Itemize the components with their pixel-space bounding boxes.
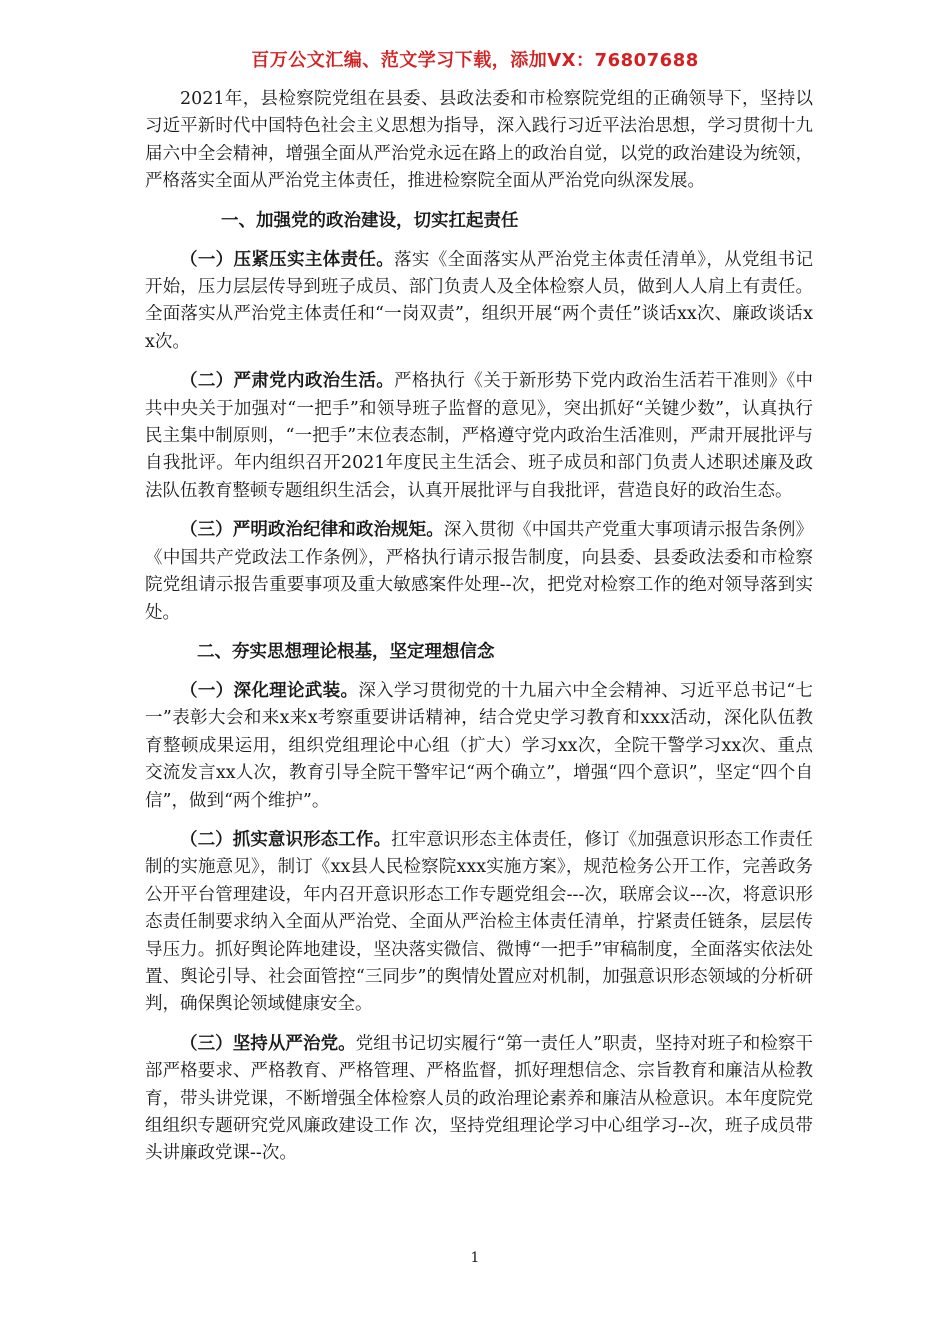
section-heading-2: 二、夯实思想理论根基，坚定理想信念 bbox=[197, 641, 495, 662]
item-title: （三）坚持从严治党。 bbox=[180, 1033, 356, 1054]
page-number: 1 bbox=[470, 1250, 480, 1266]
item-title: （一）深化理论武装。 bbox=[180, 680, 359, 701]
intro-paragraph: 2021年，县检察院党组在县委、县政法委和市检察院党组的正确领导下，坚持以习近平新时代中国特色社会主义思想为指导，深入践行习近平法治思想，学习贯彻十九届六中全会精神，增强全面从严治党永远在路上的政治自觉，以党的政治建设为统领，严格落实全面从严治党主体责任，推进检察院全面从严治党向纵深发展。 bbox=[145, 89, 813, 192]
section-2-item-3 bbox=[145, 1031, 813, 1168]
item-body: 严格执行《关于新形势下党内政治生活若干准则》《中共中央关于加强对“一把手”和领导班子监督的意见》，突出抓好“关键少数”，认真执行民主集中制原则，“一把手”末位表态制，严格遵守党内政治生活准则，严肃开展批评与自我批评。年内组织召开2021年度民主生活会、班子成员和部门负责人述职述廉及政法队伍教育整顿专题组织生活会，认真开展批评与自我批评，营造良好的政治生态。 bbox=[145, 371, 814, 501]
document-body bbox=[145, 86, 813, 1168]
section-heading-1: 一、加强党的政治建设，切实扛起责任 bbox=[221, 210, 519, 231]
item-title: （一）压紧压实主体责任。 bbox=[180, 249, 395, 270]
item-body: 党组书记切实履行“第一责任人”职责，坚持对班子和检察干部严格要求、严格教育、严格管理、严格监督，抓好理想信念、宗旨教育和廉洁从检教育，带头讲党课，不断增强全体检察人员的政治理论素养和廉洁从检意识。本年度院党组组织专题研究党风廉政建设工作 次，坚持党组理论学习中心组学习--次，班子成员带头讲廉政党课--次。 bbox=[145, 1033, 813, 1164]
section-1-item-3 bbox=[145, 517, 813, 627]
item-body: 深入贯彻《中国共产党重大事项请示报告条例》《中国共产党政法工作条例》，严格执行请示报告制度，向县委、县委政法委和市检察院党组请示报告重要事项及重大敏感案件处理--次，把党对检察工作的绝对领导落到实处。 bbox=[145, 520, 814, 623]
item-body: 扛牢意识形态主体责任，修订《加强意识形态工作责任制的实施意见》，制订《xx县人民检察院xxx实施方案》，规范检务公开工作，完善政务公开平台管理建设，年内召开意识形态工作专题党组会---次，联席会议---次，将意识形态责任制要求纳入全面从严治党、全面从严治检主体责任清单，拧紧责任链条，层层传导压力。抓好舆论阵地建设，坚决落实微信、微博“一把手”审稿制度，全面落实依法处置、舆论引导、社会面管控“三同步”的舆情处置应对机制，加强意识形态领域的分析研判，确保舆论领域健康安全。 bbox=[145, 829, 814, 1015]
section-2-item-2 bbox=[145, 827, 813, 1019]
item-body: 落实《全面落实从严治党主体责任清单》，从党组书记开始，压力层层传导到班子成员、部门负责人及全体检察人员，做到人人肩上有责任。全面落实从严治党主体责任和“一岗双责”，组织开展“两个责任”谈话xx次、廉政谈话xx次。 bbox=[145, 249, 814, 352]
item-body: 深入学习贯彻党的十九届六中全会精神、习近平总书记“七一”表彰大会和来x来x考察重要讲话精神，结合党史学习教育和xxx活动，深化队伍教育整顿成果运用，组织党组理论中心组（扩大）学习xx次，全院干警学习xx次、重点交流发言xx人次，教育引导全院干警牢记“两个确立”，增强“四个意识”，坚定“四个自信”，做到“两个维护”。 bbox=[145, 680, 814, 811]
section-2-item-1 bbox=[145, 678, 813, 815]
section-1-item-2 bbox=[145, 368, 813, 505]
item-title: （二）严肃党内政治生活。 bbox=[180, 371, 395, 392]
watermark-banner: 百万公文汇编、范文学习下载，添加VX：76807688 bbox=[251, 50, 699, 71]
section-1-item-1 bbox=[145, 247, 813, 357]
item-title: （二）抓实意识形态工作。 bbox=[180, 829, 392, 850]
item-title: （三）严明政治纪律和政治规矩。 bbox=[180, 520, 444, 541]
